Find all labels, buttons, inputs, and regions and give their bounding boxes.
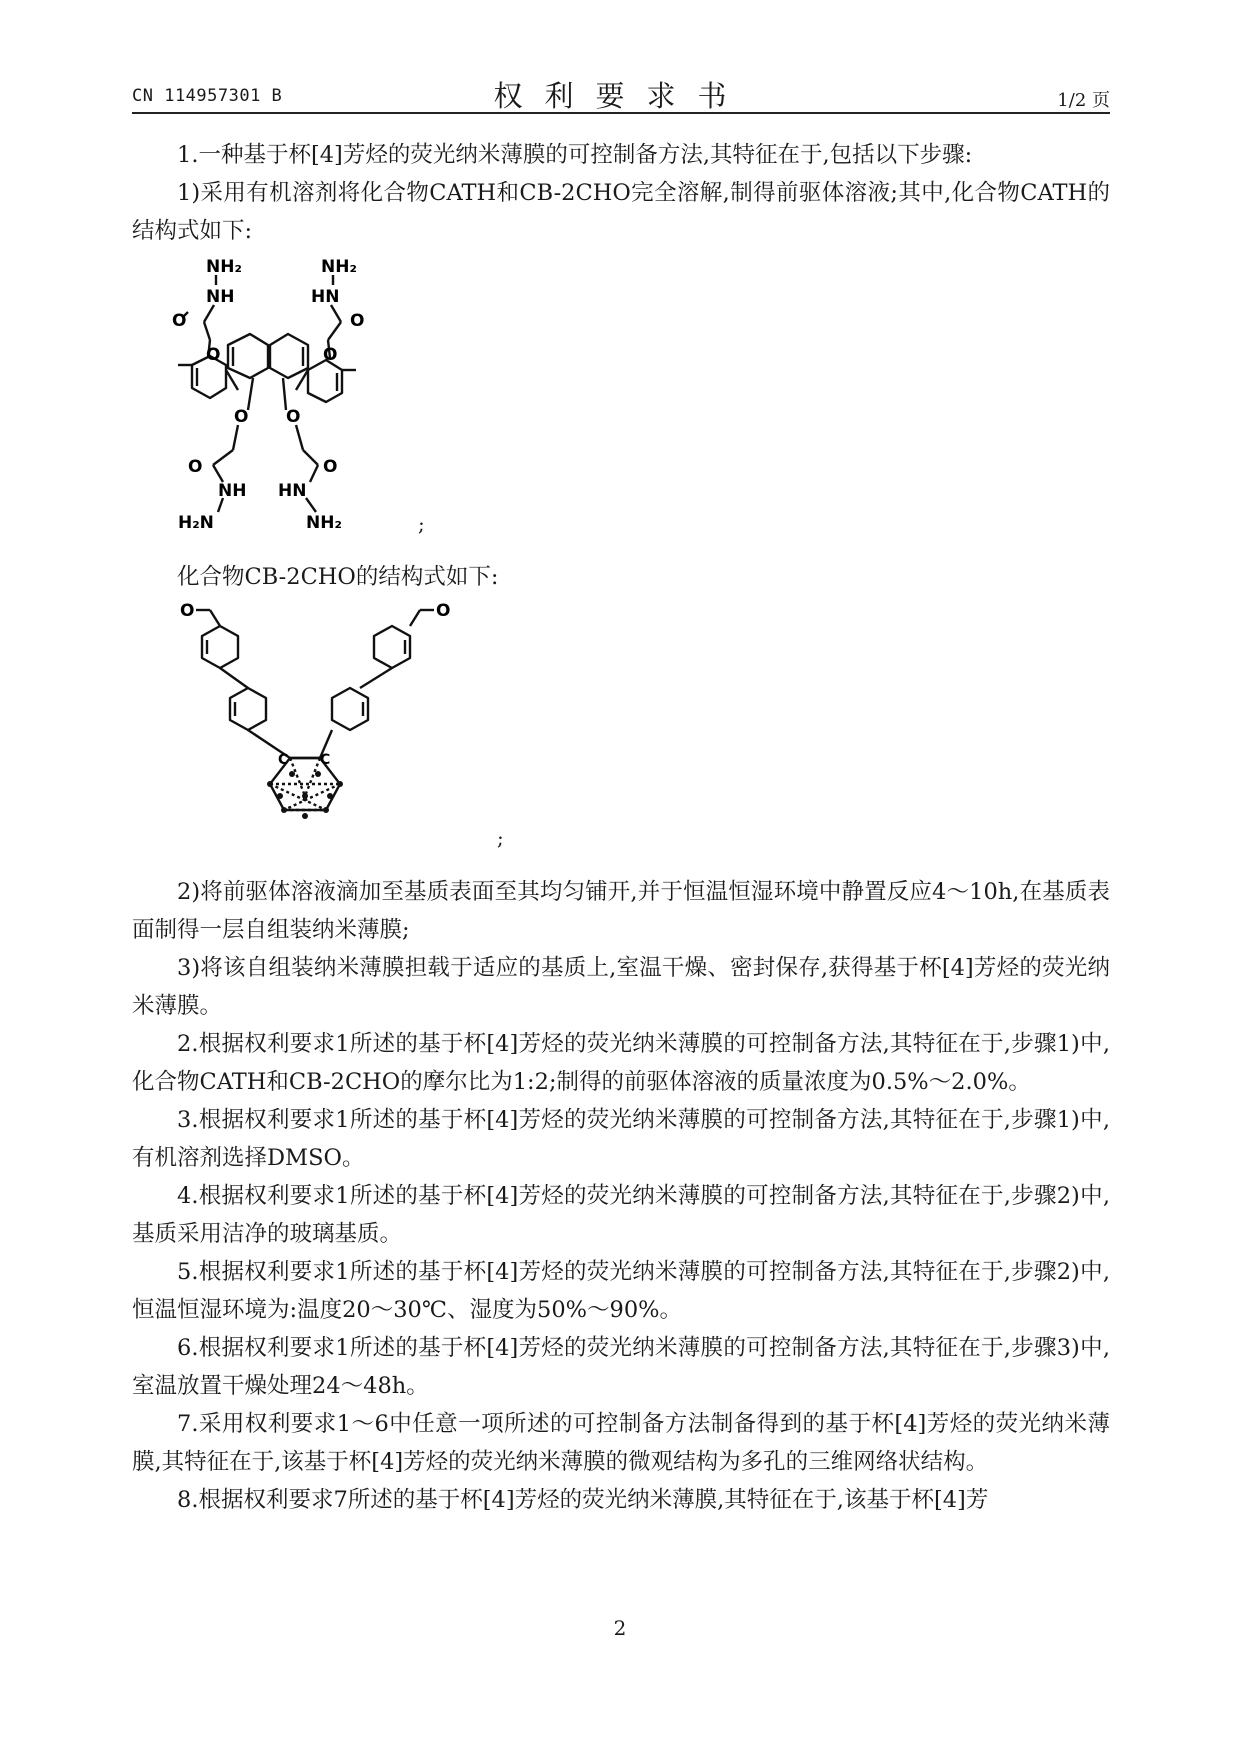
page-header <box>132 74 1110 112</box>
cath-label-o-bottom-right: O <box>323 457 338 477</box>
page-indicator: 1/2 页 <box>1057 90 1110 111</box>
cath-label-h2n-bottom: H₂N <box>178 513 214 533</box>
claim-3: 3.根据权利要求1所述的基于杯[4]芳烃的荧光纳米薄膜的可控制备方法,其特征在于,步骤1)中,有机溶剂选择DMSO。 <box>132 1107 1110 1171</box>
cb-2cho-structure-diagram <box>180 596 500 836</box>
cb-label-c-left: C <box>278 752 289 768</box>
cath-label-hn-top-right: HN <box>311 287 340 307</box>
claim-6: 6.根据权利要求1所述的基于杯[4]芳烃的荧光纳米薄膜的可控制备方法,其特征在于,步骤3)中,室温放置干燥处理24～48h。 <box>132 1335 1110 1399</box>
cb-label-o-left: O <box>180 601 195 621</box>
cath-structure-diagram <box>172 250 418 540</box>
cath-label-o-ether-left: O <box>206 345 221 365</box>
header-rule <box>132 112 1110 114</box>
claim-1-step-1: 1)采用有机溶剂将化合物CATH和CB-2CHO完全溶解,制得前驱体溶液;其中,化合物CATH的结构式如下: <box>132 180 1110 244</box>
claim-1-step-3: 3)将该自组装纳米薄膜担载于适应的基质上,室温干燥、密封保存,获得基于杯[4]芳烃的荧光纳米薄膜。 <box>132 955 1110 1019</box>
cb-2cho-label: 化合物CB-2CHO的结构式如下: <box>177 564 499 590</box>
cath-label-o-ether-mid-right: O <box>286 407 301 427</box>
page-number-footer: 2 <box>613 1616 627 1640</box>
cath-label-o-carbonyl-right: O <box>350 311 365 331</box>
cath-label-hn-bottom: HN <box>278 481 307 501</box>
cath-label-nh-bottom: NH <box>218 481 247 501</box>
cb-label-o-right: O <box>436 601 451 621</box>
document-title: 权利要求书 <box>493 79 749 113</box>
cath-label-o-ether-right: O <box>323 345 338 365</box>
claim-4: 4.根据权利要求1所述的基于杯[4]芳烃的荧光纳米薄膜的可控制备方法,其特征在于,步骤2)中,基质采用洁净的玻璃基质。 <box>132 1183 1110 1247</box>
cath-label-nh2-bottom: NH₂ <box>306 513 342 533</box>
claim-5: 5.根据权利要求1所述的基于杯[4]芳烃的荧光纳米薄膜的可控制备方法,其特征在于,步骤2)中,恒温恒湿环境为:温度20～30℃、湿度为50%～90%。 <box>132 1259 1110 1323</box>
claims-bottom <box>132 873 1110 1519</box>
cath-label-nh-top-left: NH <box>206 287 235 307</box>
claim-8: 8.根据权利要求7所述的基于杯[4]芳烃的荧光纳米薄膜,其特征在于,该基于杯[4]芳 <box>177 1487 989 1513</box>
cath-label-o-ether-mid-left: O <box>234 407 249 427</box>
claim-7: 7.采用权利要求1～6中任意一项所述的可控制备方法制备得到的基于杯[4]芳烃的荧光纳米薄膜,其特征在于,该基于杯[4]芳烃的荧光纳米薄膜的微观结构为多孔的三维网络状结构。 <box>132 1411 1110 1475</box>
cath-label-nh2-top-left: NH₂ <box>206 257 242 277</box>
cath-semicolon: ; <box>418 512 425 536</box>
cb-label-c-right: C <box>320 752 331 768</box>
cath-label-o-carbonyl-left: O <box>172 311 187 331</box>
cb-2cho-semicolon: ; <box>497 826 504 850</box>
claim-2: 2.根据权利要求1所述的基于杯[4]芳烃的荧光纳米薄膜的可控制备方法,其特征在于,步骤1)中,化合物CATH和CB-2CHO的摩尔比为1:2;制得的前驱体溶液的质量浓度为0.5%～2.0%。 <box>132 1031 1110 1095</box>
claim-1-intro: 1.一种基于杯[4]芳烃的荧光纳米薄膜的可控制备方法,其特征在于,包括以下步骤: <box>177 142 973 168</box>
publication-number: CN 114957301 B <box>132 86 283 106</box>
cath-label-o-bottom-left: O <box>188 457 203 477</box>
claim-1-step-2: 2)将前驱体溶液滴加至基质表面至其均匀铺开,并于恒温恒湿环境中静置反应4～10h,在基质表面制得一层自组装纳米薄膜; <box>132 879 1110 943</box>
claims-top <box>132 136 1110 250</box>
cath-label-nh2-top-right: NH₂ <box>321 257 357 277</box>
